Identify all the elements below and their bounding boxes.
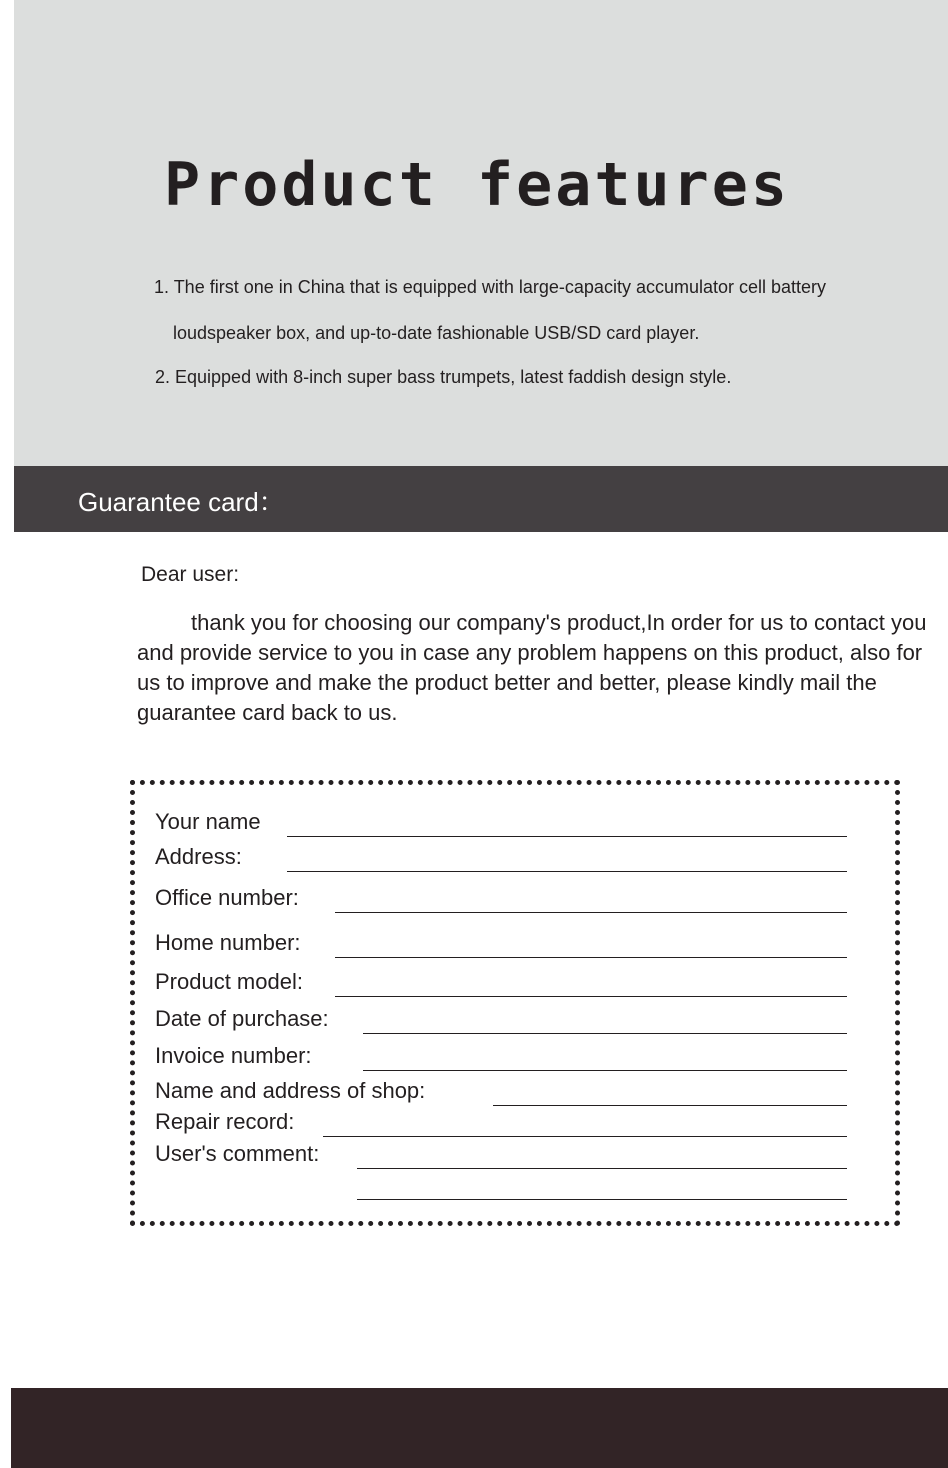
footer-band: [11, 1388, 948, 1468]
guarantee-header-band: [14, 466, 948, 532]
shop-input-line[interactable]: [493, 1105, 847, 1106]
field-office-number: [155, 883, 847, 913]
field-your-name: [155, 807, 847, 837]
address-input-line[interactable]: [287, 871, 847, 872]
field-label: Office number:: [155, 885, 299, 910]
field-invoice-number: [155, 1041, 847, 1071]
users-comment-input-line-2[interactable]: [357, 1199, 847, 1200]
office-number-input-line[interactable]: [335, 912, 847, 913]
field-label: Home number:: [155, 930, 301, 955]
greeting: Dear user:: [141, 563, 240, 586]
guarantee-card-heading: Guarantee card：: [78, 487, 285, 517]
field-product-model: [155, 967, 847, 997]
product-model-input-line[interactable]: [335, 996, 847, 997]
field-label: Your name: [155, 809, 261, 834]
field-address: [155, 842, 847, 872]
feature-item-1: 1. The first one in China that is equipped with large-capacity accumulator cell battery: [154, 277, 827, 297]
repair-record-input-line[interactable]: [323, 1136, 847, 1137]
features-panel: [14, 0, 948, 466]
field-date-of-purchase: [155, 1004, 847, 1034]
field-repair-record: [155, 1107, 847, 1137]
field-home-number: [155, 928, 847, 958]
your-name-input-line[interactable]: [287, 836, 847, 837]
field-label: User's comment:: [155, 1141, 320, 1166]
field-label: Address:: [155, 844, 242, 869]
date-of-purchase-input-line[interactable]: [363, 1033, 847, 1034]
invoice-number-input-line[interactable]: [363, 1070, 847, 1071]
field-shop: [155, 1076, 847, 1106]
letter-body: thank you for choosing our company's product,In order for us to contact you and provide service to you in case any problem happens on this product, also for us to improve and make the product better and better, please kindly mail the guarantee card back to us.: [137, 610, 927, 725]
field-label: Repair record:: [155, 1109, 295, 1134]
guarantee-form: [130, 780, 900, 1226]
home-number-input-line[interactable]: [335, 957, 847, 958]
page-title: Product features: [164, 150, 790, 220]
feature-item-2: 2. Equipped with 8-inch super bass trumpets, latest faddish design style.: [155, 367, 732, 387]
feature-item-1-continued: loudspeaker box, and up-to-date fashionable USB/SD card player.: [173, 323, 700, 343]
field-users-comment: [155, 1139, 847, 1169]
users-comment-input-line[interactable]: [357, 1168, 847, 1169]
field-label: Invoice number:: [155, 1043, 312, 1068]
field-label: Date of purchase:: [155, 1006, 329, 1031]
field-label: Name and address of shop:: [155, 1078, 426, 1103]
field-label: Product model:: [155, 969, 303, 994]
